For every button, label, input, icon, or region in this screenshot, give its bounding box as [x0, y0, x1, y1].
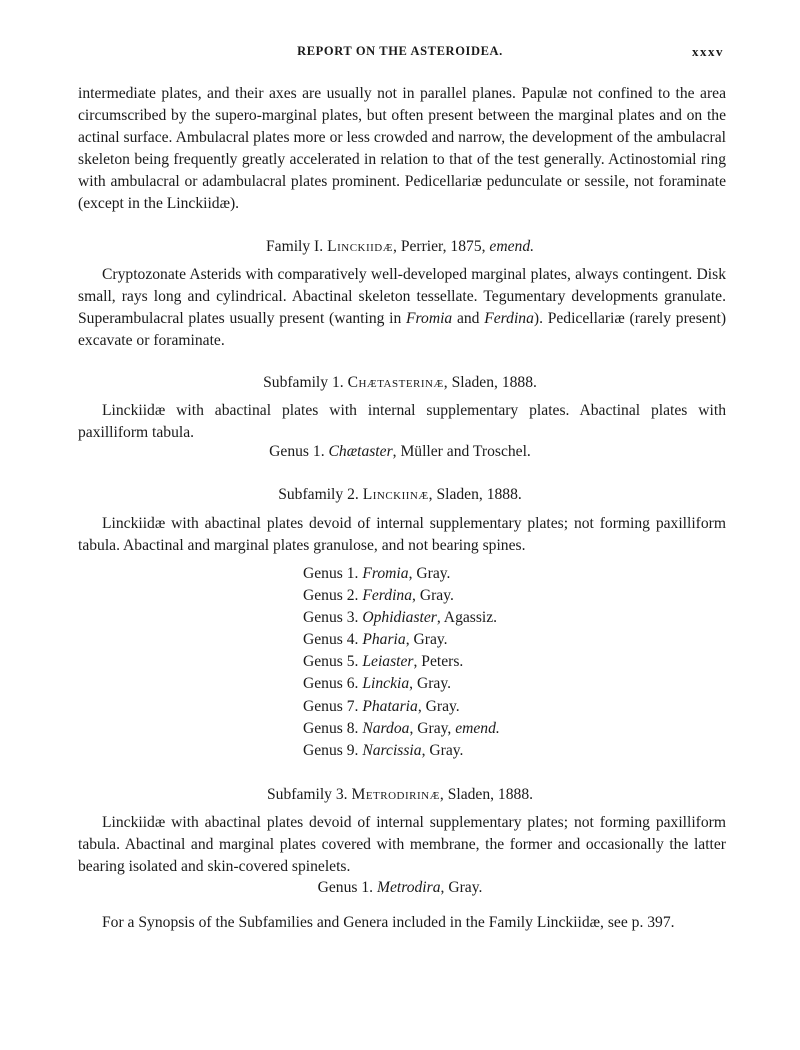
subfamily3-prefix: Subfamily 3. [266, 786, 348, 803]
subfamily2-description [78, 513, 726, 557]
genus-item [303, 740, 723, 762]
subfamily3-heading [0, 784, 800, 806]
genus-name: Leiaster [362, 653, 414, 671]
subfamily3-desc-text: Linckiidæ with abactinal plates devoid of internal supplementary plates; not forming paxilliform tabula. Abactinal and marginal plates covered with membrane, the former and occasionally the latter bearing isolated and skin-covered spinelets. [78, 814, 726, 875]
family-desc-text [78, 264, 726, 352]
family-prefix: Family I. [265, 238, 324, 255]
genus-author: , Gray. [417, 697, 460, 715]
subfamily3-genus [0, 877, 800, 899]
subfamily3-genus-name: Metrodira [376, 879, 441, 896]
subfamily1-genus-prefix: Genus 1. [269, 443, 325, 460]
genus-author: , Gray, [409, 719, 456, 737]
genus-item [303, 585, 723, 607]
subfamily2-name: Linckiinæ [362, 486, 429, 503]
subfamily1-desc-text: Linckiidæ with abactinal plates with internal supplementary plates. Abactinal plates with paxilliform tabula. [78, 402, 726, 441]
subfamily1-prefix: Subfamily 1. [263, 374, 344, 391]
genus-name: Ferdina [362, 587, 413, 605]
genus-item [303, 563, 723, 585]
genus-author: , Gray. [412, 587, 454, 605]
subfamily1-genus-name: Chætaster [328, 443, 393, 460]
synopsis-note [78, 912, 726, 934]
synopsis-note-text: For a Synopsis of the Subfamilies and Genera included in the Family Linckiidæ, see p. 397. [102, 914, 675, 931]
family-description [78, 264, 726, 352]
intro-text: intermediate plates, and their axes are usually not in parallel planes. Papulæ not confined to the area circumscribed by the supero-marginal plates, but often present between the marginal plates and on the actinal surface. Ambulacral plates more or less crowded and narrow, the development of the ambulacral skeleton being frequently greatly accelerated in relation to that of the test generally. Actinostomial ring with ambulacral or adambulacral plates prominent. Pedicellariæ pedunculate or sessile, not foraminate (except in the Linckiidæ). [78, 85, 726, 212]
genus-number: Genus 1. [303, 565, 359, 582]
genus-number: Genus 5. [303, 653, 359, 671]
subfamily2-desc-text: Linckiidæ with abactinal plates devoid of internal supplementary plates; not forming paxilliform tabula. Abactinal and marginal plates granulose, and not bearing spines. [78, 515, 726, 554]
family-name: Linckiidæ [327, 238, 394, 255]
genus-item [303, 651, 723, 673]
subfamily3-author: , Sladen, 1888. [439, 786, 534, 803]
family-genus-ferdina: Ferdina [484, 310, 534, 327]
genus-author: , Gray. [408, 565, 451, 582]
subfamily2-prefix: Subfamily 2. [278, 486, 359, 503]
subfamily2-heading [0, 484, 800, 506]
genus-name: Fromia [362, 565, 409, 582]
genus-number: Genus 3. [303, 609, 359, 627]
genus-number: Genus 9. [303, 741, 359, 759]
running-title: REPORT ON THE ASTEROIDEA. [297, 44, 503, 58]
subfamily2-author: , Sladen, 1888. [428, 486, 522, 503]
family-emend: emend. [489, 238, 535, 255]
genus-author: , Gray. [409, 675, 451, 693]
genus-emend: emend. [455, 719, 500, 737]
page-number: xxxv [692, 44, 724, 59]
genus-name: Nardoa [362, 719, 410, 737]
genus-name: Narcissia [362, 741, 422, 759]
genus-name: Phataria [362, 697, 418, 715]
genus-name: Ophidiaster [362, 609, 437, 627]
genus-item [303, 718, 723, 740]
family-heading [0, 236, 800, 258]
subfamily3-description [78, 812, 726, 878]
subfamily1-genus-author: , Müller and Troschel. [392, 443, 531, 460]
intro-paragraph [78, 83, 726, 215]
family-genus-fromia: Fromia [406, 310, 453, 327]
genus-number: Genus 2. [303, 587, 359, 605]
family-author: , Perrier, 1875, [393, 238, 490, 255]
genus-name: Pharia [362, 631, 406, 649]
subfamily3-genus-prefix: Genus 1. [317, 879, 374, 896]
genus-item [303, 696, 723, 718]
subfamily1-name: Chætasterinæ [347, 374, 444, 391]
genus-author: , Gray. [421, 741, 464, 759]
genus-number: Genus 4. [303, 631, 359, 649]
genus-number: Genus 8. [303, 719, 359, 737]
genus-author: , Agassiz. [436, 609, 498, 627]
genus-item [303, 629, 723, 651]
family-desc-a: Cryptozonate Asterids with comparatively well-developed marginal plates, always contingent. Disk small, rays long and cylindrical. Abactinal skeleton tessellate. Tegumentary developments granulate. Superambulacral plates usually present (wanting in [78, 266, 726, 327]
subfamily1-heading [0, 372, 800, 394]
family-desc-b: ). Pedicellariæ (rarely present) excavate or foraminate. [78, 310, 727, 349]
subfamily1-genus [0, 441, 800, 463]
family-desc-and: and [452, 310, 485, 327]
genus-item [303, 607, 723, 629]
subfamily3-name: Metrodirinæ [351, 786, 440, 803]
subfamily1-author: , Sladen, 1888. [443, 374, 537, 391]
genus-number: Genus 6. [303, 675, 359, 693]
subfamily2-genus-list [303, 563, 723, 762]
genus-name: Linckia [362, 675, 410, 693]
running-header [0, 44, 800, 64]
genus-author: , Peters. [413, 653, 464, 671]
subfamily1-description [78, 400, 726, 444]
genus-author: , Gray. [405, 631, 448, 649]
subfamily3-genus-author: , Gray. [440, 879, 483, 896]
genus-item [303, 673, 723, 695]
genus-number: Genus 7. [303, 697, 359, 715]
